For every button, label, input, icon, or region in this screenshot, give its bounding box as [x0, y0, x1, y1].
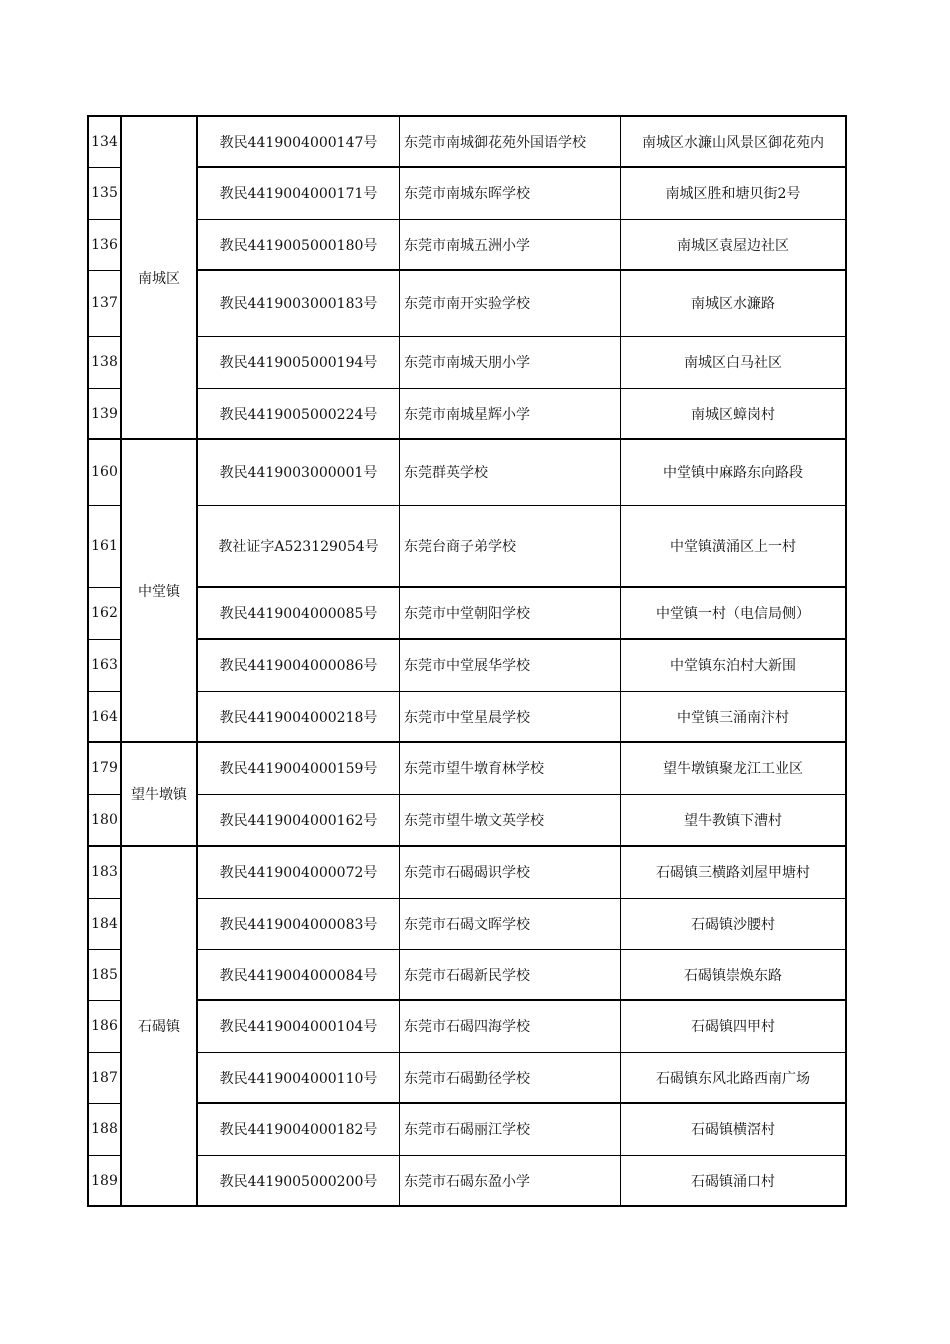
school-name: 东莞市石碣新民学校 [404, 967, 530, 984]
school-name: 东莞市南城星辉小学 [404, 406, 530, 423]
school-name: 东莞市石碣四海学校 [404, 1019, 530, 1035]
row-number: 187 [91, 1069, 118, 1086]
row-number: 136 [91, 236, 118, 253]
license-number: 教民4419004000072号 [219, 865, 378, 881]
row-number: 186 [91, 1018, 118, 1034]
license-number: 教民4419004000084号 [219, 967, 378, 984]
license-number: 教民4419004000083号 [219, 916, 378, 933]
school-name: 东莞市石碣丽江学校 [404, 1122, 530, 1138]
school-address: 中堂镇中麻路东向路段 [663, 465, 803, 481]
school-name: 东莞市中堂星晨学校 [404, 709, 530, 726]
column-divider [845, 115, 847, 1207]
row-number: 162 [91, 605, 118, 621]
license-number: 教民4419004000086号 [219, 658, 378, 674]
license-number: 教民4419004000085号 [219, 606, 378, 622]
school-name: 东莞市望牛墩育林学校 [404, 761, 544, 777]
row-number: 188 [91, 1121, 118, 1137]
row-number: 160 [91, 464, 118, 480]
license-number: 教民4419005000194号 [219, 355, 378, 371]
license-number: 教民4419005000224号 [219, 406, 378, 423]
school-name: 东莞群英学校 [404, 465, 488, 481]
row-number: 183 [91, 864, 118, 880]
row-number: 134 [91, 133, 118, 150]
school-address: 石碣镇三横路刘屋甲塘村 [656, 865, 810, 881]
row-number: 185 [91, 966, 118, 983]
school-name: 东莞市中堂朝阳学校 [404, 606, 530, 622]
school-address: 石碣镇沙腰村 [691, 916, 775, 933]
school-address: 石碣镇四甲村 [691, 1019, 775, 1035]
school-name: 东莞市南开实验学校 [404, 296, 530, 312]
school-address: 望牛墩镇聚龙江工业区 [663, 761, 803, 777]
row-number: 179 [91, 760, 118, 776]
license-number: 教民4419004000162号 [219, 813, 378, 829]
school-name: 东莞市石碣碣识学校 [404, 865, 530, 881]
school-address: 南城区白马社区 [684, 355, 782, 371]
row-number: 139 [91, 405, 118, 422]
school-address: 南城区胜和塘贝街2号 [665, 186, 801, 202]
row-number: 184 [91, 915, 118, 932]
district-name: 石碣镇 [138, 1019, 180, 1035]
row-number: 138 [91, 354, 118, 370]
license-number: 教民4419004000171号 [219, 186, 378, 202]
school-address: 石碣镇横滘村 [691, 1122, 775, 1138]
license-number: 教民4419004000147号 [219, 134, 378, 151]
school-address: 南城区袁屋边社区 [677, 237, 789, 254]
school-name: 东莞市南城天朋小学 [404, 355, 530, 371]
license-number: 教民4419005000200号 [219, 1173, 378, 1190]
license-number: 教民4419004000218号 [219, 709, 378, 726]
school-name: 东莞市石碣文晖学校 [404, 916, 530, 933]
school-address: 南城区水濂山风景区御花苑内 [642, 134, 824, 151]
school-name: 东莞市南城五洲小学 [404, 237, 530, 254]
row-number: 137 [91, 295, 118, 311]
district-name: 南城区 [138, 270, 180, 287]
school-address: 中堂镇三涌南汴村 [677, 709, 789, 726]
license-number: 教民4419003000001号 [219, 465, 378, 481]
license-number: 教民4419003000183号 [219, 296, 378, 312]
school-name: 东莞市南城御花苑外国语学校 [404, 134, 586, 151]
row-number: 161 [91, 538, 118, 554]
school-address: 石碣镇崇焕东路 [684, 967, 782, 984]
district-name: 中堂镇 [138, 583, 180, 600]
school-address: 南城区蟑岗村 [691, 406, 775, 423]
school-address: 南城区水濂路 [691, 296, 775, 312]
school-name: 东莞市望牛墩文英学校 [404, 813, 544, 829]
license-number: 教民4419004000110号 [219, 1070, 378, 1087]
row-number: 164 [91, 708, 118, 725]
school-name: 东莞市中堂展华学校 [404, 658, 530, 674]
school-address: 石碣镇东风北路西南广场 [656, 1070, 810, 1087]
school-name: 东莞市南城东晖学校 [404, 186, 530, 202]
license-number: 教社证字A523129054号 [218, 539, 379, 555]
license-number: 教民4419004000104号 [219, 1019, 378, 1035]
school-name: 东莞台商子弟学校 [404, 539, 516, 555]
school-name: 东莞市石碣东盈小学 [404, 1173, 530, 1190]
school-name: 东莞市石碣勤径学校 [404, 1070, 530, 1087]
license-number: 教民4419004000182号 [219, 1122, 378, 1138]
row-number: 135 [91, 185, 118, 201]
school-address: 石碣镇涌口村 [691, 1173, 775, 1190]
license-number: 教民4419005000180号 [219, 237, 378, 254]
row-number: 189 [91, 1172, 118, 1189]
row-number: 180 [91, 812, 118, 828]
license-number: 教民4419004000159号 [219, 761, 378, 777]
district-name: 望牛墩镇 [131, 787, 187, 803]
school-address: 中堂镇潢涌区上一村 [670, 539, 796, 555]
school-address: 中堂镇一村（电信局侧） [656, 606, 810, 622]
school-address: 望牛教镇下漕村 [684, 813, 782, 829]
row-number: 163 [91, 657, 118, 673]
school-address: 中堂镇东泊村大新围 [670, 658, 796, 674]
